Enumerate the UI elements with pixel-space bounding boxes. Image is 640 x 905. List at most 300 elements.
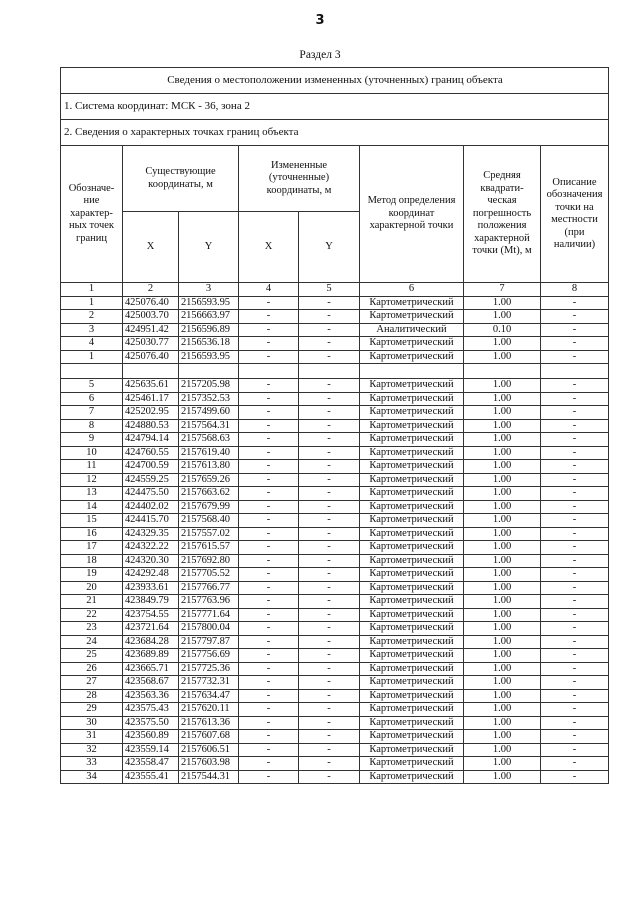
point-number: 20 [61,581,123,595]
existing-y: 2157568.40 [179,514,239,528]
changed-y: - [299,730,360,744]
error-value: 1.00 [464,635,541,649]
table-row [61,541,609,555]
empty-cell [123,364,179,379]
changed-y: - [299,689,360,703]
changed-x: - [239,595,299,609]
existing-y: 2157679.99 [179,500,239,514]
header-description: Описание обозначения точки на местности (при наличии) [541,146,609,283]
existing-y: 2157564.31 [179,419,239,433]
existing-y: 2157763.96 [179,595,239,609]
changed-y: - [299,406,360,420]
changed-y: - [299,350,360,364]
empty-cell [61,364,123,379]
existing-x: 423575.43 [123,703,179,717]
point-number: 8 [61,419,123,433]
changed-x: - [239,406,299,420]
description: - [541,310,609,324]
method: Картометрический [360,460,464,474]
empty-cell [239,364,299,379]
changed-x: - [239,581,299,595]
column-number: 8 [541,283,609,297]
method: Картометрический [360,487,464,501]
existing-x: 423754.55 [123,608,179,622]
boundary-points-table [60,67,609,784]
error-value: 1.00 [464,379,541,393]
changed-x: - [239,568,299,582]
existing-y: 2157800.04 [179,622,239,636]
changed-y: - [299,460,360,474]
existing-y: 2157606.51 [179,743,239,757]
changed-x: - [239,460,299,474]
method: Картометрический [360,770,464,784]
description: - [541,716,609,730]
description: - [541,743,609,757]
changed-x: - [239,323,299,337]
method: Картометрический [360,514,464,528]
point-number: 6 [61,392,123,406]
point-number: 24 [61,635,123,649]
description: - [541,757,609,771]
existing-x: 423684.28 [123,635,179,649]
existing-y: 2157756.69 [179,649,239,663]
changed-x: - [239,527,299,541]
point-number: 27 [61,676,123,690]
error-value: 1.00 [464,676,541,690]
error-value: 1.00 [464,541,541,555]
error-value: 1.00 [464,350,541,364]
existing-x: 424880.53 [123,419,179,433]
description: - [541,581,609,595]
existing-x: 423721.64 [123,622,179,636]
changed-y: - [299,296,360,310]
existing-y: 2157557.02 [179,527,239,541]
section-label: Раздел 3 [299,49,341,61]
method: Картометрический [360,310,464,324]
error-value: 1.00 [464,649,541,663]
changed-x: - [239,446,299,460]
point-number: 2 [61,310,123,324]
existing-x: 424700.59 [123,460,179,474]
existing-x: 425076.40 [123,296,179,310]
changed-y: - [299,676,360,690]
method: Картометрический [360,622,464,636]
existing-y: 2157613.80 [179,460,239,474]
error-value: 1.00 [464,406,541,420]
point-number: 29 [61,703,123,717]
point-number: 28 [61,689,123,703]
changed-y: - [299,716,360,730]
method: Картометрический [360,649,464,663]
error-value: 1.00 [464,595,541,609]
existing-y: 2157603.98 [179,757,239,771]
table-row [61,310,609,324]
error-value: 1.00 [464,608,541,622]
method: Картометрический [360,500,464,514]
changed-y: - [299,392,360,406]
existing-y: 2157620.11 [179,703,239,717]
point-number: 10 [61,446,123,460]
description: - [541,689,609,703]
column-number: 2 [123,283,179,297]
error-value: 1.00 [464,770,541,784]
method: Картометрический [360,527,464,541]
existing-y: 2156536.18 [179,337,239,351]
table-row [61,323,609,337]
method: Картометрический [360,392,464,406]
method: Картометрический [360,296,464,310]
error-value: 1.00 [464,310,541,324]
header-existing: Существующие координаты, м [123,146,239,212]
table-row [61,716,609,730]
description: - [541,730,609,744]
existing-x: 425030.77 [123,337,179,351]
existing-y: 2157663.62 [179,487,239,501]
table-title: Сведения о местоположении измененных (уточненных) границ объекта [61,68,609,94]
error-value: 1.00 [464,433,541,447]
method: Картометрический [360,581,464,595]
method: Картометрический [360,608,464,622]
method: Картометрический [360,662,464,676]
point-number: 26 [61,662,123,676]
description: - [541,500,609,514]
existing-y: 2157352.53 [179,392,239,406]
changed-y: - [299,337,360,351]
changed-x: - [239,487,299,501]
method: Картометрический [360,730,464,744]
method: Картометрический [360,379,464,393]
changed-y: - [299,541,360,555]
column-number: 5 [299,283,360,297]
table-row [61,514,609,528]
method: Картометрический [360,554,464,568]
description: - [541,392,609,406]
point-number: 7 [61,406,123,420]
table-row [61,757,609,771]
error-value: 1.00 [464,296,541,310]
existing-x: 423849.79 [123,595,179,609]
existing-x: 423563.36 [123,689,179,703]
description: - [541,473,609,487]
description: - [541,527,609,541]
existing-x: 425202.95 [123,406,179,420]
existing-x: 424475.50 [123,487,179,501]
table-row [61,662,609,676]
error-value: 1.00 [464,662,541,676]
error-value: 1.00 [464,554,541,568]
existing-x: 425461.17 [123,392,179,406]
description: - [541,676,609,690]
table-row [61,770,609,784]
changed-y: - [299,595,360,609]
existing-x: 425003.70 [123,310,179,324]
point-number: 1 [61,350,123,364]
changed-x: - [239,296,299,310]
changed-y: - [299,622,360,636]
existing-x: 424559.25 [123,473,179,487]
method: Картометрический [360,433,464,447]
error-value: 1.00 [464,703,541,717]
method: Картометрический [360,676,464,690]
existing-y: 2157619.40 [179,446,239,460]
table-row [61,649,609,663]
column-number: 1 [61,283,123,297]
point-number: 25 [61,649,123,663]
changed-y: - [299,703,360,717]
existing-x: 423568.67 [123,676,179,690]
point-number: 13 [61,487,123,501]
changed-x: - [239,662,299,676]
existing-y: 2156593.95 [179,296,239,310]
description: - [541,487,609,501]
error-value: 1.00 [464,622,541,636]
header-changed: Измененные (уточненные) координаты, м [239,146,360,212]
existing-x: 424402.02 [123,500,179,514]
description: - [541,296,609,310]
column-number: 3 [179,283,239,297]
point-number: 19 [61,568,123,582]
table-row [61,730,609,744]
changed-x: - [239,310,299,324]
method: Картометрический [360,743,464,757]
error-value: 1.00 [464,527,541,541]
changed-y: - [299,568,360,582]
error-value: 1.00 [464,568,541,582]
point-number: 1 [61,296,123,310]
method: Картометрический [360,406,464,420]
changed-y: - [299,500,360,514]
point-number: 15 [61,514,123,528]
table-row [61,608,609,622]
coordinate-system: 1. Система координат: МСК - 36, зона 2 [61,94,609,120]
description: - [541,608,609,622]
existing-x: 424951.42 [123,323,179,337]
error-value: 1.00 [464,730,541,744]
table-row [61,419,609,433]
changed-y: - [299,527,360,541]
existing-x: 423559.14 [123,743,179,757]
existing-y: 2157771.64 [179,608,239,622]
description: - [541,649,609,663]
changed-x: - [239,514,299,528]
point-number: 22 [61,608,123,622]
error-value: 1.00 [464,419,541,433]
point-number: 21 [61,595,123,609]
header-changed-x: X [239,212,299,283]
header-existing-y: Y [179,212,239,283]
point-number: 17 [61,541,123,555]
description: - [541,568,609,582]
existing-y: 2157615.57 [179,541,239,555]
changed-x: - [239,350,299,364]
error-value: 1.00 [464,689,541,703]
point-number: 34 [61,770,123,784]
description: - [541,622,609,636]
table-row [61,379,609,393]
existing-y: 2157607.68 [179,730,239,744]
changed-y: - [299,446,360,460]
description: - [541,337,609,351]
method: Картометрический [360,689,464,703]
method: Картометрический [360,635,464,649]
existing-x: 423575.50 [123,716,179,730]
existing-y: 2157568.63 [179,433,239,447]
method: Картометрический [360,703,464,717]
existing-y: 2157613.36 [179,716,239,730]
changed-y: - [299,514,360,528]
description: - [541,541,609,555]
description: - [541,770,609,784]
empty-cell [464,364,541,379]
method: Картометрический [360,337,464,351]
method: Картометрический [360,716,464,730]
table-row [61,581,609,595]
error-value: 1.00 [464,487,541,501]
existing-y: 2157205.98 [179,379,239,393]
error-value: 0.10 [464,323,541,337]
table-row [61,433,609,447]
existing-x: 425635.61 [123,379,179,393]
header-existing-x: X [123,212,179,283]
method: Картометрический [360,595,464,609]
changed-y: - [299,554,360,568]
changed-y: - [299,770,360,784]
method: Картометрический [360,568,464,582]
table-row [61,703,609,717]
table-row [61,568,609,582]
existing-y: 2157725.36 [179,662,239,676]
changed-x: - [239,433,299,447]
changed-y: - [299,419,360,433]
table-row [61,296,609,310]
table-row [61,406,609,420]
table-row [61,635,609,649]
existing-y: 2157705.52 [179,568,239,582]
description: - [541,379,609,393]
column-numbers-row [61,283,609,297]
points-heading: 2. Сведения о характерных точках границ объекта [61,120,609,146]
table-row [61,622,609,636]
point-number: 32 [61,743,123,757]
changed-x: - [239,608,299,622]
point-number: 30 [61,716,123,730]
table-row [61,689,609,703]
column-number: 6 [360,283,464,297]
existing-x: 424415.70 [123,514,179,528]
existing-x: 423689.89 [123,649,179,663]
table-row [61,527,609,541]
existing-y: 2157732.31 [179,676,239,690]
existing-x: 423665.71 [123,662,179,676]
method: Картометрический [360,350,464,364]
description: - [541,433,609,447]
changed-x: - [239,649,299,663]
point-number: 31 [61,730,123,744]
method: Картометрический [360,473,464,487]
point-number: 33 [61,757,123,771]
changed-y: - [299,608,360,622]
error-value: 1.00 [464,392,541,406]
empty-cell [360,364,464,379]
changed-y: - [299,473,360,487]
table-row [61,743,609,757]
error-value: 1.00 [464,716,541,730]
existing-x: 424794.14 [123,433,179,447]
description: - [541,406,609,420]
table-row [61,460,609,474]
existing-x: 424292.48 [123,568,179,582]
error-value: 1.00 [464,743,541,757]
column-number: 7 [464,283,541,297]
existing-x: 424760.55 [123,446,179,460]
changed-y: - [299,487,360,501]
table-row [61,350,609,364]
table-row [61,487,609,501]
description: - [541,323,609,337]
changed-y: - [299,743,360,757]
table-row [61,595,609,609]
point-number: 14 [61,500,123,514]
changed-y: - [299,662,360,676]
changed-y: - [299,635,360,649]
existing-y: 2157499.60 [179,406,239,420]
point-number: 23 [61,622,123,636]
description: - [541,703,609,717]
changed-x: - [239,541,299,555]
changed-y: - [299,581,360,595]
point-number: 5 [61,379,123,393]
method: Картометрический [360,541,464,555]
point-number: 12 [61,473,123,487]
header-error: Средняя квадрати-ческая погрешность положения характерной точки (Mt), м [464,146,541,283]
table-row [61,446,609,460]
existing-y: 2156663.97 [179,310,239,324]
existing-y: 2156596.89 [179,323,239,337]
method: Картометрический [360,446,464,460]
method: Аналитический [360,323,464,337]
description: - [541,635,609,649]
existing-x: 425076.40 [123,350,179,364]
changed-x: - [239,730,299,744]
error-value: 1.00 [464,473,541,487]
point-number: 9 [61,433,123,447]
point-number: 11 [61,460,123,474]
error-value: 1.00 [464,446,541,460]
description: - [541,350,609,364]
description: - [541,595,609,609]
changed-x: - [239,757,299,771]
error-value: 1.00 [464,757,541,771]
changed-x: - [239,689,299,703]
empty-cell [179,364,239,379]
table-row [61,392,609,406]
existing-x: 424322.22 [123,541,179,555]
existing-y: 2157692.80 [179,554,239,568]
point-number: 3 [61,323,123,337]
empty-cell [299,364,360,379]
changed-x: - [239,419,299,433]
method: Картометрический [360,757,464,771]
error-value: 1.00 [464,581,541,595]
changed-x: - [239,716,299,730]
existing-y: 2157544.31 [179,770,239,784]
existing-y: 2157659.26 [179,473,239,487]
page-number: 3 [315,13,325,28]
table-row [61,473,609,487]
changed-x: - [239,622,299,636]
method: Картометрический [360,419,464,433]
existing-x: 424329.35 [123,527,179,541]
